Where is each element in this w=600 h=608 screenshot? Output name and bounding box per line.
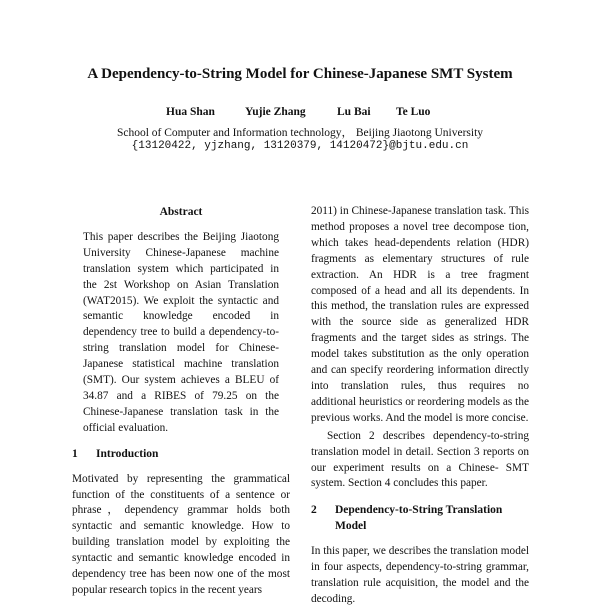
paper-title: A Dependency-to-String Model for Chinese-Japanese SMT System: [87, 66, 513, 82]
body-paragraph: In this paper, we describes the translation model in four aspects, dependency-to-string grammar, translation rule acquisition, the model and the decoding.: [311, 545, 529, 605]
author-name: Yujie Zhang: [245, 106, 306, 118]
section-number: 2: [311, 504, 317, 517]
author-name: Lu Bai: [337, 106, 371, 118]
affiliation: School of Computer and Information technology， Beijing Jiaotong University: [116, 127, 484, 139]
author-name: Te Luo: [396, 106, 431, 118]
author-emails: {13120422, yjzhang, 13120379, 14120472}@bjtu.edu.cn: [131, 140, 469, 152]
section-number: 1: [72, 447, 78, 460]
abstract-heading: Abstract: [159, 206, 203, 218]
right-column: [311, 204, 529, 608]
section-heading: [72, 447, 290, 463]
author-name: Hua Shan: [166, 106, 215, 118]
section-title: Dependency-to-String Translation Model: [335, 504, 503, 533]
left-column: [72, 205, 290, 599]
body-paragraph: Motivated by representing the grammatical function of the constituents of a sentence or phrase，dependency grammar holds both syntactic and semantic knowledge. How to building translation model by exploiting the syntactic and semantic knowledge encoded in dependency tree has been now one of the most popular research topics in the recent years: [72, 472, 290, 596]
body-paragraph: Section 2 describes dependency-to-string translation model in detail. Section 3 reports on our experiment results on a Chinese- SMT system. Section 4 concludes this paper.: [311, 429, 529, 490]
section-title: Introduction: [96, 447, 159, 460]
abstract-text: This paper describes the Beijing Jiaotong University Chinese-Japanese machine translation system which participated in the 2st Workshop on Asian Translation (WAT2015). We exploit the syntactic and semantic knowledge encoded in dependency tree to build a dependency-to-string translation model for Chinese-Japanese statistical machine translation (SMT). Our system achieves a BLEU of 34.87 and a RIBES of 79.25 on the Chinese-Japanese translation task in the official evaluation.: [83, 230, 279, 434]
body-paragraph: 2011) in Chinese-Japanese translation task. This method proposes a novel tree decompose tion, which takes head-dependents relation (HDR) fragments as elementary structures of rule extraction. An HDR is a tree fragment composed of a head and all its dependents. In this method, the translation rules are expressed with the source side as generalized HDR fragments and the target sides as strings. The model takes substitution as the only operation and can specify reordering information directly into translation rules, thus requires no additional heuristics or reordering models as the previous works. And the model is more concise.: [311, 205, 529, 424]
section-heading: [311, 503, 529, 535]
